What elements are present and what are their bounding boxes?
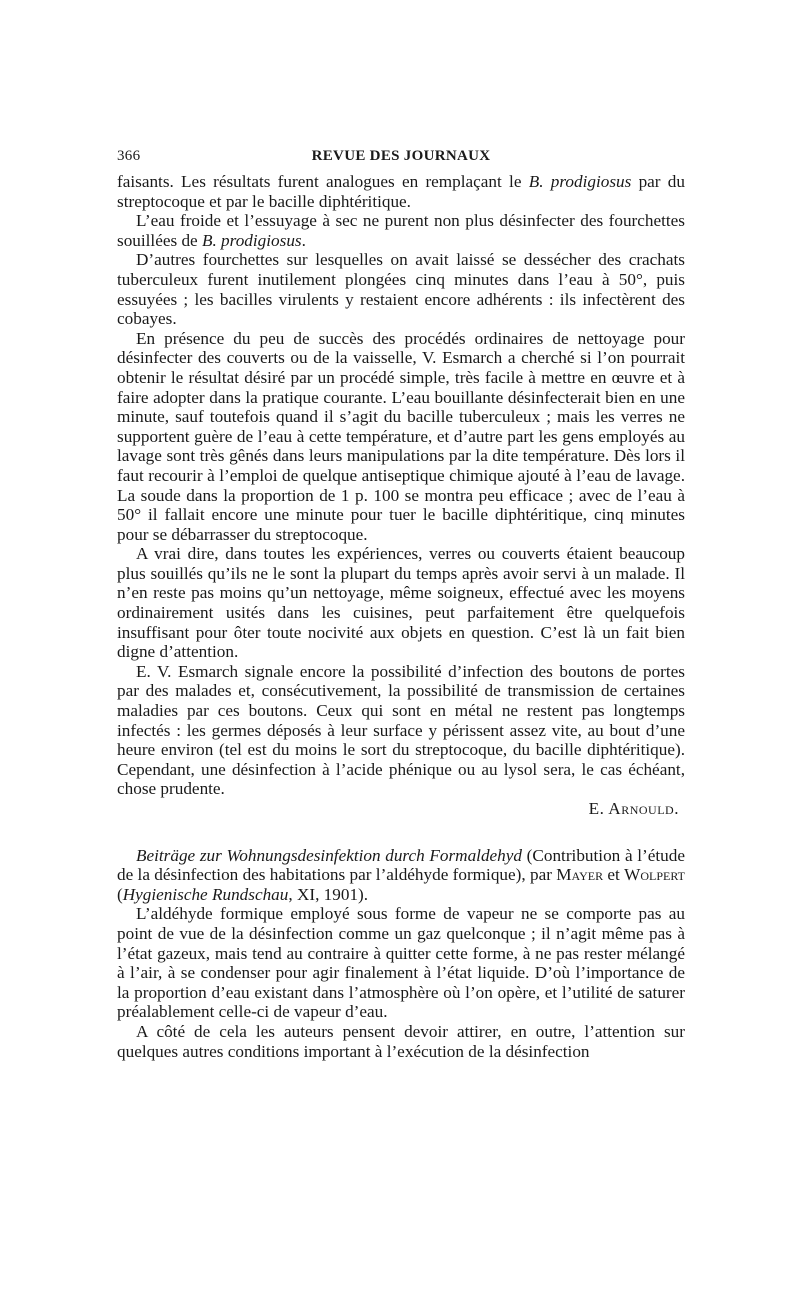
page-number: 366 [117, 148, 141, 164]
paragraph-7: L’aldéhyde formique employé sous forme de vapeur ne se comporte pas au point de vue de la désinfection comme un gaz quelconque ; il n’agit même pas à l’état gazeux, mais tend au contraire à quitter cette forme, à ne pas rester mélangé à l’air, à se condenser pour agir finalement à l’état liquide. D’où l’importance de la proportion d’eau existant dans l’atmosphère où l’on opère, et l’utilité de saturer préalablement celle-ci de vapeur d’eau. [117, 904, 685, 1022]
paragraph-8: A côté de cela les auteurs pensent devoir attirer, en outre, l’attention sur quelques autres conditions important à l’exécution de la désinfection [117, 1021, 685, 1061]
section-gap [117, 819, 685, 846]
article-heading: Beiträge zur Wohnungsdesinfektion durch Formaldehyd (Contribution à l’étude de la désinfection des habitations par l’aldéhyde formique), par Mayer et Wolpert (Hygienische Rundschau, XI, 1901). [117, 845, 685, 904]
running-title: REVUE DES JOURNAUX [311, 148, 491, 164]
journal-name: Hygienische Rundschau [122, 884, 289, 904]
author-name: Wolpert [624, 865, 685, 885]
paragraph-3: D’autres fourchettes sur lesquelles on avait laissé se dessécher des crachats tuberculeux furent inutilement plongées cinq minutes dans l’eau à 50°, puis essuyées ; les bacilles virulents y restaient encore adhérents : ils infectèrent des cobayes. [117, 250, 685, 329]
paragraph-4: En présence du peu de succès des procédés ordinaires de nettoyage pour désinfecter des couverts ou de la vaisselle, V. Esmarch a cherché si l’on pourrait obtenir le résultat désiré par un procédé simple, très facile à mettre en œuvre et à faire adopter dans la pratique courante. L’eau bouillante désinfecterait bien en une minute, sauf toutefois quand il s’agit du bacille tuberculeux ; mais les verres ne supportent guère de l’eau à cette température, et d’autre part les gens employés au lavage sont très gênés dans leurs manipulations par la dite température. Dès lors il faut recourir à l’emploi de quelque antiseptique chimique ajouté à l’eau de lavage. La soude dans la proportion de 1 p. 100 se montra peu efficace ; avec de l’eau à 50° il fallait encore une minute pour tuer le bacille diphtéritique, cinq minutes pour se débarrasser du streptocoque. [117, 328, 685, 544]
page-header [117, 148, 685, 168]
paragraph-5: A vrai dire, dans toutes les expériences, verres ou couverts étaient beaucoup plus souillés qu’ils ne le sont la plupart du temps après avoir servi à un malade. Il n’en reste pas moins qu’un nettoyage, même soigneux, effectué avec les moyens ordinairement usités dans les cuisines, peut parfaitement être quelquefois insuffisant pour ôter toute nocivité aux objets en question. C’est là un fait bien digne d’attention. [117, 544, 685, 662]
article-title: Beiträge zur Wohnungsdesinfektion durch Formaldehyd [136, 845, 522, 865]
species-name: B. prodigiosus [528, 172, 632, 191]
article-body [117, 172, 685, 1061]
paragraph-1: faisants. Les résultats furent analogues en remplaçant le B. prodigiosus par du streptocoque et par le bacille diphtéritique. [117, 172, 685, 211]
author-signature: E. Arnould. [588, 799, 679, 818]
species-name: B. prodigiosus [201, 230, 302, 250]
paragraph-2: L’eau froide et l’essuyage à sec ne purent non plus désinfecter des fourchettes souillées de B. prodigiosus. [117, 211, 685, 250]
author-name: Mayer [556, 865, 604, 885]
paragraph-6: E. V. Esmarch signale encore la possibilité d’infection des boutons de portes par des malades et, consécutivement, la possibilité de transmission de certaines maladies par ces boutons. Ceux qui sont en métal ne restent pas longtemps infectés : les germes déposés à leur surface y périssent assez vite, au bout d’une heure environ (tel est du moins le sort du streptocoque, du bacille diphtéritique). Cependant, une désinfection à l’acide phénique ou au lysol sera, le cas échéant, chose prudente. [117, 661, 685, 799]
